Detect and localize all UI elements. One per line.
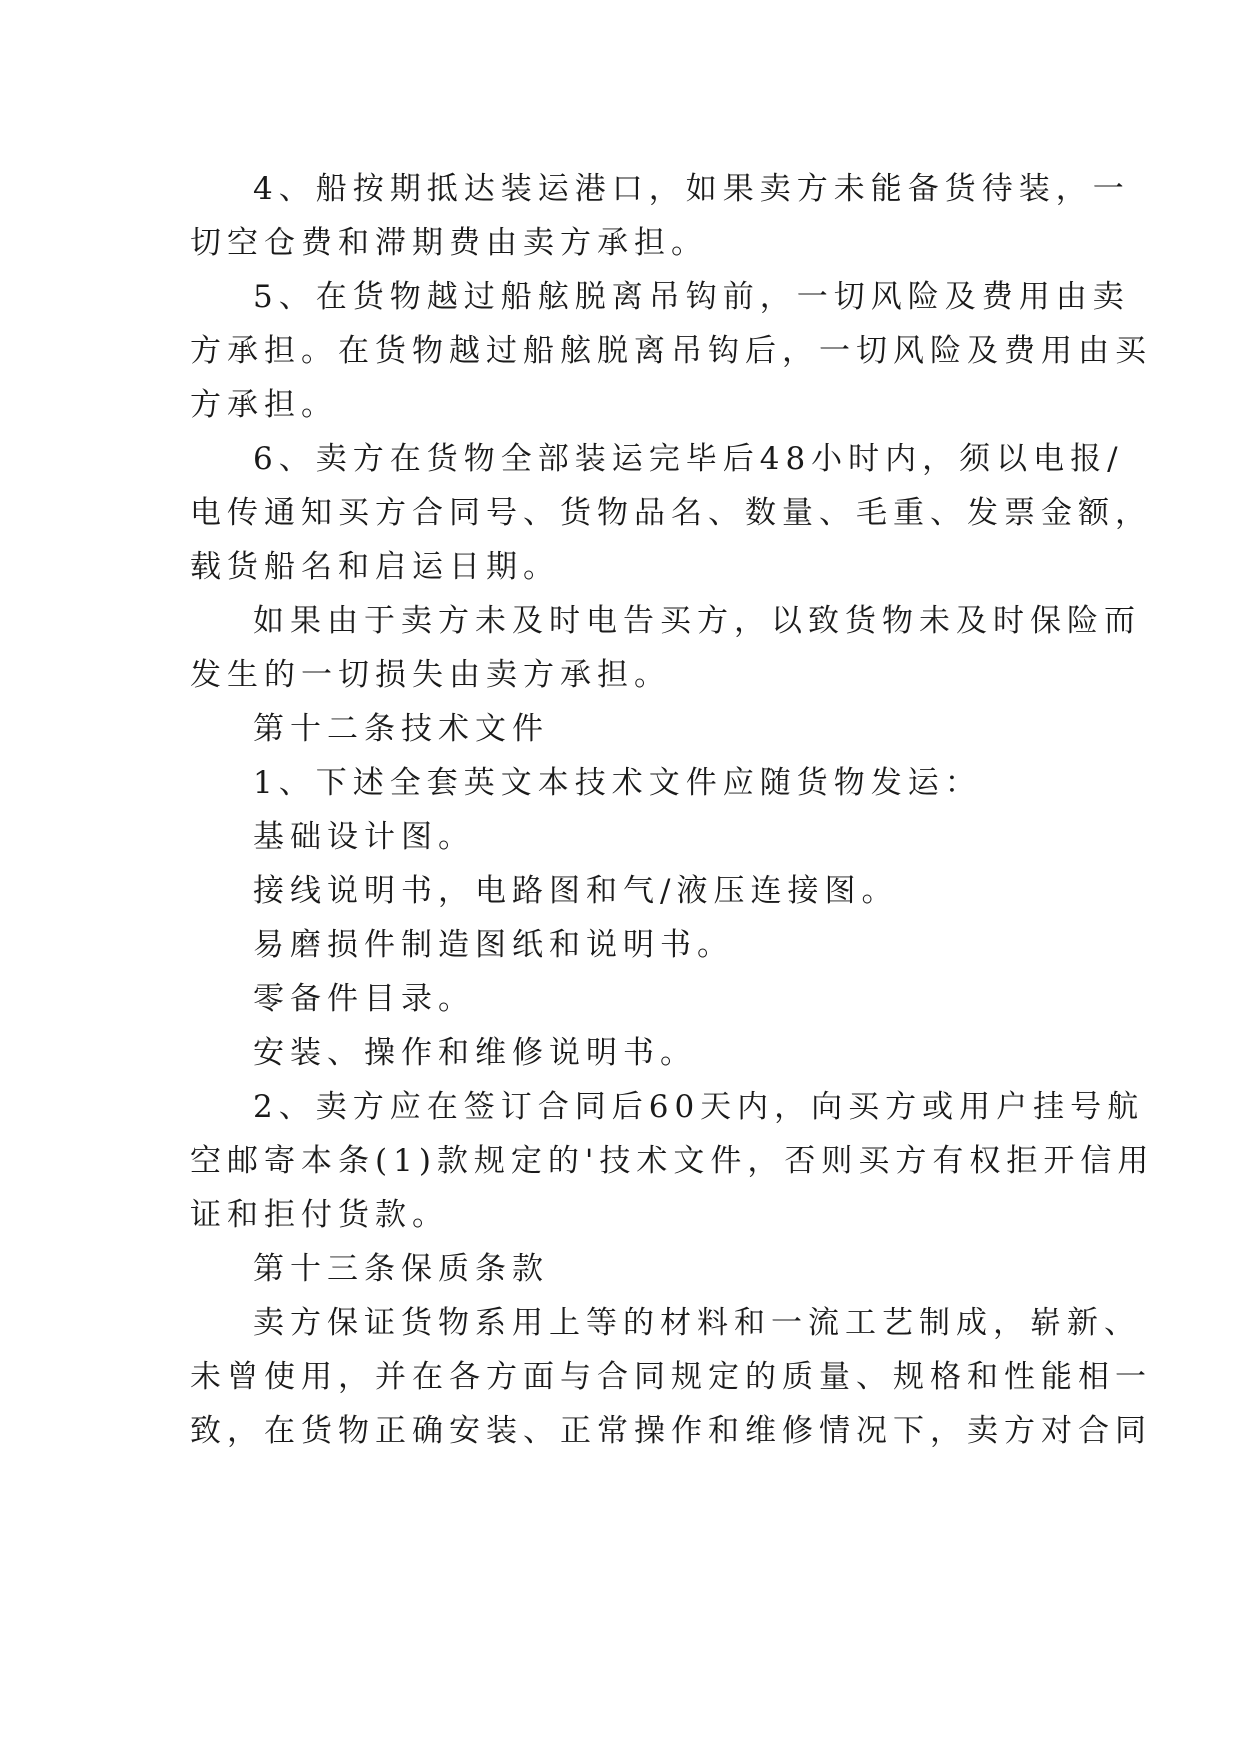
section-heading: 第十三条保质条款 xyxy=(253,1251,549,1287)
paragraph-line: 1、下述全套英文本技术文件应随货物发运： xyxy=(253,765,982,801)
paragraph-line: 电传通知买方合同号、货物品名、数量、毛重、发票金额， xyxy=(190,495,1152,531)
paragraph-line: 证和拒付货款。 xyxy=(190,1197,449,1233)
paragraph-line: 方承担。 xyxy=(190,387,338,423)
paragraph-line: 4、船按期抵达装运港口，如果卖方未能备货待装，一 xyxy=(253,171,1130,207)
paragraph-line: 未曾使用，并在各方面与合同规定的质量、规格和性能相一 xyxy=(190,1359,1152,1395)
paragraph-line: 空邮寄本条(1)款规定的'技术文件，否则买方有权拒开信用 xyxy=(190,1143,1155,1179)
paragraph-line: 卖方保证货物系用上等的材料和一流工艺制成，崭新、 xyxy=(253,1305,1141,1341)
paragraph-line: 2、卖方应在签订合同后60天内，向买方或用户挂号航 xyxy=(253,1089,1145,1125)
list-item: 接线说明书，电路图和气/液压连接图。 xyxy=(253,873,899,909)
list-item: 零备件目录。 xyxy=(253,981,475,1017)
section-heading: 第十二条技术文件 xyxy=(253,711,549,747)
paragraph-line: 载货船名和启运日期。 xyxy=(190,549,560,585)
paragraph-line: 5、在货物越过船舷脱离吊钩前，一切风险及费用由卖 xyxy=(253,279,1130,315)
list-item: 基础设计图。 xyxy=(253,819,475,855)
list-item: 易磨损件制造图纸和说明书。 xyxy=(253,927,734,963)
paragraph-line: 切空仓费和滞期费由卖方承担。 xyxy=(190,225,708,261)
paragraph-line: 发生的一切损失由卖方承担。 xyxy=(190,657,671,693)
paragraph-line: 致，在货物正确安装、正常操作和维修情况下，卖方对合同 xyxy=(190,1413,1152,1449)
paragraph-line: 6、卖方在货物全部装运完毕后48小时内，须以电报/ xyxy=(253,441,1124,477)
paragraph-line: 如果由于卖方未及时电告买方，以致货物未及时保险而 xyxy=(253,603,1141,639)
list-item: 安装、操作和维修说明书。 xyxy=(253,1035,697,1071)
paragraph-line: 方承担。在货物越过船舷脱离吊钩后，一切风险及费用由买 xyxy=(190,333,1152,369)
